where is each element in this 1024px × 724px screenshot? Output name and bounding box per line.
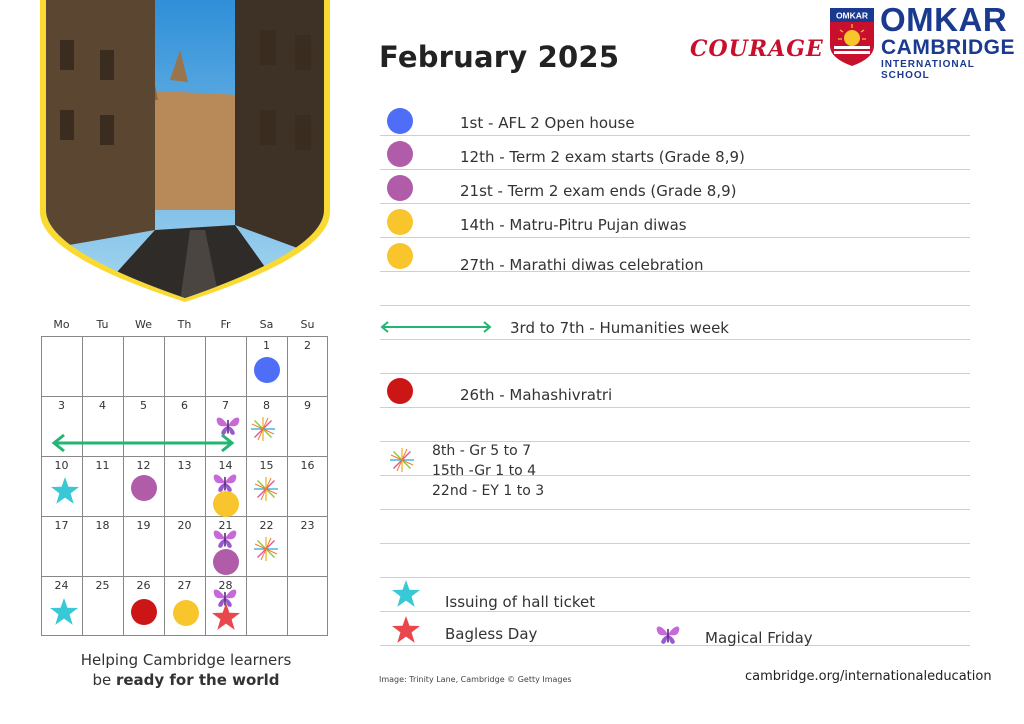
calendar-day: 7 (222, 399, 229, 412)
cambridge-street-photo (40, 0, 330, 302)
calendar-day: 10 (54, 459, 69, 472)
rule-line (380, 237, 970, 238)
calendar-day: 5 (140, 399, 147, 412)
red-star-icon (392, 616, 420, 644)
crest-text: OMKAR (835, 10, 869, 21)
calendar-day: 27 (177, 579, 192, 592)
legend-hall-ticket: Issuing of hall ticket (445, 593, 596, 611)
rule-line (380, 339, 970, 340)
red-star-icon (212, 603, 240, 631)
double-arrow-icon (380, 320, 492, 334)
rule-line (380, 169, 970, 170)
calendar-day: 9 (304, 399, 311, 412)
calendar-day: 14 (218, 459, 233, 472)
rule-line (380, 543, 970, 544)
event-humanities-week: 3rd to 7th - Humanities week (510, 319, 729, 337)
cyan-star-icon (50, 598, 78, 626)
calendar-day: 3 (58, 399, 65, 412)
calendar-day: 23 (300, 519, 315, 532)
calendar-day: 22 (259, 519, 274, 532)
logo-omkar-text: OMKAR (880, 1, 1008, 38)
event-mahashivratri: 26th - Mahashivratri (460, 386, 613, 404)
butterfly-icon (213, 527, 237, 549)
yellow-dot-icon (213, 491, 239, 517)
weekday-th: Th (177, 318, 192, 331)
calendar-day: 4 (99, 399, 106, 412)
tagline-line-2-prefix: be (92, 671, 116, 689)
blue-dot-icon (254, 357, 280, 383)
purple-dot-icon (387, 175, 413, 201)
sparkle-icon (250, 416, 276, 442)
image-credit: Image: Trinity Lane, Cambridge © Getty Images (379, 675, 572, 684)
weekday-tu: Tu (96, 318, 109, 331)
event-term2-end: 21st - Term 2 exam ends (Grade 8,9) (460, 182, 737, 200)
event-term2-start: 12th - Term 2 exam starts (Grade 8,9) (460, 148, 745, 166)
calendar-day: 2 (304, 339, 311, 352)
rule-line (380, 509, 970, 510)
sparkle-icon (253, 536, 279, 562)
calendar-day: 26 (136, 579, 151, 592)
event-marathi-diwas: 27th - Marathi diwas celebration (460, 256, 704, 274)
calendar-day: 8 (263, 399, 270, 412)
yellow-dot-icon (387, 209, 413, 235)
calendar-day: 28 (218, 579, 233, 592)
cyan-star-icon (392, 580, 420, 608)
calendar-day: 20 (177, 519, 192, 532)
cyan-star-icon (51, 477, 79, 505)
weekday-mo: Mo (53, 318, 70, 331)
red-dot-icon (387, 378, 413, 404)
calendar-day: 15 (259, 459, 274, 472)
rule-line (380, 577, 970, 578)
rule-line (380, 305, 970, 306)
purple-dot-icon (131, 475, 157, 501)
assembly-line-2: 15th -Gr 1 to 4 (432, 463, 537, 479)
sparkle-icon (389, 447, 415, 473)
school-crest-logo (828, 6, 876, 68)
rule-line (380, 645, 970, 646)
humanities-week-arrow-icon (50, 430, 236, 456)
calendar-day: 13 (177, 459, 192, 472)
butterfly-icon (213, 471, 237, 493)
logo-school-text: INTERNATIONAL SCHOOL (881, 59, 975, 81)
calendar-day: 18 (95, 519, 110, 532)
sparkle-icon (253, 476, 279, 502)
assembly-line-3: 22nd - EY 1 to 3 (432, 483, 545, 499)
purple-dot-icon (213, 549, 239, 575)
tagline-line-2-bold: ready for the world (115, 671, 280, 689)
tagline (40, 650, 332, 690)
calendar-day: 16 (300, 459, 315, 472)
calendar-day: 17 (54, 519, 69, 532)
weekday-su: Su (300, 318, 315, 331)
legend-magical-friday: Magical Friday (705, 629, 813, 647)
logo-cambridge-text: CAMBRIDGE (881, 36, 1015, 59)
purple-dot-icon (387, 141, 413, 167)
calendar-day: 11 (95, 459, 110, 472)
rule-line (380, 407, 970, 408)
weekday-sa: Sa (259, 318, 274, 331)
yellow-dot-icon (387, 243, 413, 269)
weekday-fr: Fr (220, 318, 231, 331)
calendar-day: 12 (136, 459, 151, 472)
assembly-line-1: 8th - Gr 5 to 7 (432, 443, 532, 459)
website-url: cambridge.org/internationaleducation (745, 669, 992, 684)
calendar-day: 1 (263, 339, 270, 352)
red-dot-icon (131, 599, 157, 625)
event-afl-open-house: 1st - AFL 2 Open house (460, 114, 635, 132)
yellow-dot-icon (173, 600, 199, 626)
calendar-day: 25 (95, 579, 110, 592)
school-value-word: COURAGE (690, 36, 824, 62)
rule-line (380, 373, 970, 374)
event-matru-pitru: 14th - Matru-Pitru Pujan diwas (460, 216, 687, 234)
page-title: February 2025 (379, 40, 620, 74)
rule-line (380, 203, 970, 204)
calendar-day: 19 (136, 519, 151, 532)
calendar-day: 24 (54, 579, 69, 592)
blue-dot-icon (387, 108, 413, 134)
calendar-day: 6 (181, 399, 188, 412)
weekday-we: We (135, 318, 152, 331)
calendar-day: 21 (218, 519, 233, 532)
legend-bagless-day: Bagless Day (445, 625, 538, 643)
rule-line (380, 135, 970, 136)
tagline-line-1: Helping Cambridge learners (80, 651, 292, 669)
butterfly-icon (656, 623, 680, 645)
rule-line (380, 611, 970, 612)
